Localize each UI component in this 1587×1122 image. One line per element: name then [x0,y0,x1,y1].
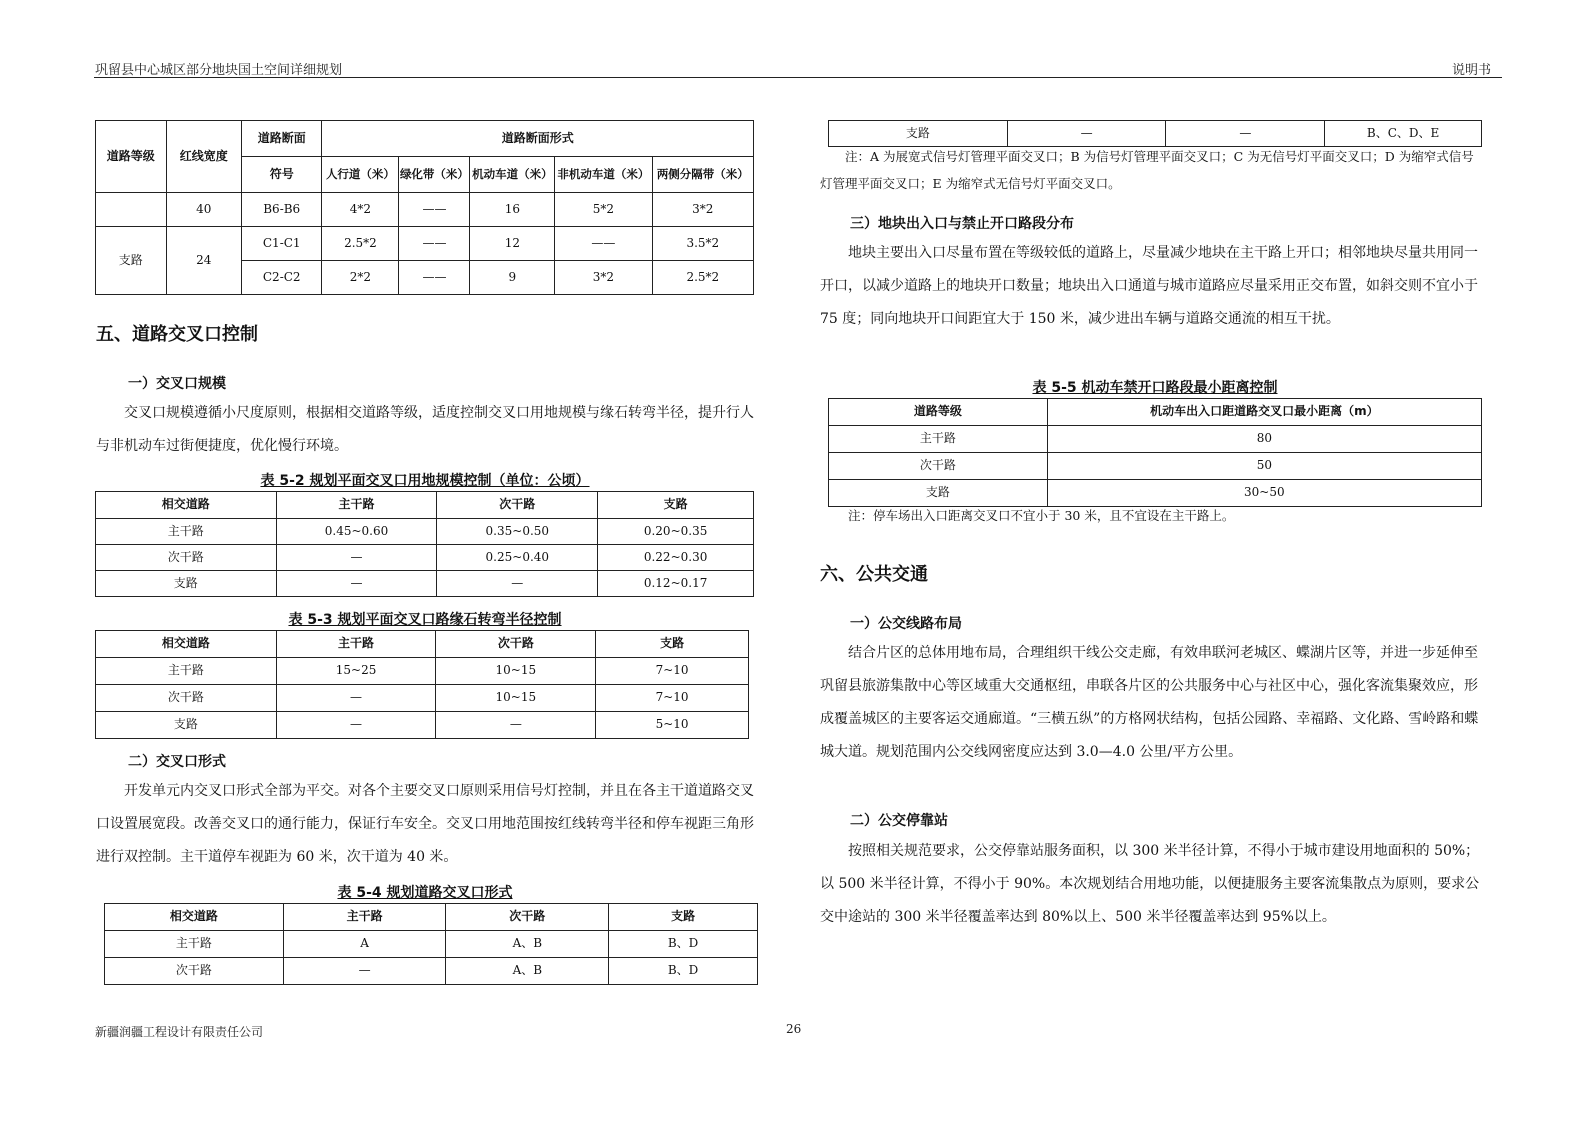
col-header: 相交道路 [96,631,277,658]
table-row [96,193,754,227]
cell: — [1007,121,1166,147]
col-header: 机动车出入口距道路交叉口最小距离（m） [1047,399,1481,426]
col-header: 次干路 [437,492,598,519]
road-cross-section-table [95,120,754,295]
cell: — [1166,121,1325,147]
table-row [829,453,1482,480]
header-rule [94,77,1502,78]
col-header: 支路 [609,904,758,931]
table-row [96,658,749,685]
cell: B、D [609,931,758,958]
table-5-2 [95,491,754,597]
cell: 次干路 [96,685,277,712]
col-header: 主干路 [283,904,446,931]
cell: 3*2 [555,261,652,295]
cell: 0.20~0.35 [598,519,754,545]
section-5-2-paragraph: 开发单元内交叉口形式全部为平交。对各个主要交叉口原则采用信号灯控制，并且在各主干道道路交叉口设置展宽段。改善交叉口的通行能力，保证行车安全。交叉口用地范围按红线转弯半径和停车视距三角形进行双控制。主干道停车视距为 60 米，次干道为 40 米。 [96,783,754,865]
table-5-2-caption: 表 5-2 规划平面交叉口用地规模控制（单位：公顷） [260,473,590,489]
cell: 0.25~0.40 [437,545,598,571]
col-header: 主干路 [276,492,437,519]
section-5-2-heading: 二）交叉口形式 [128,754,226,770]
col-header: 次干路 [446,904,609,931]
table-row [96,571,754,597]
cell: A、B [446,931,609,958]
cell: —— [399,261,470,295]
table-5-3 [95,630,749,739]
cell: 主干路 [105,931,284,958]
cell: A [283,931,446,958]
section-5-1-paragraph: 交叉口规模遵循小尺度原则，根据相交道路等级，适度控制交叉口用地规模与缘石转弯半径，提升行人与非机动车过街便捷度，优化慢行环境。 [96,405,754,454]
section-6-1-heading: 一）公交线路布局 [850,616,962,632]
table-row [96,712,749,739]
col-header-green-belt: 绿化带（米） [399,157,470,193]
col-header-section-form: 道路断面形式 [322,121,754,157]
cell: — [437,571,598,597]
cell: —— [555,227,652,261]
section-5-3-heading: 三）地块出入口与禁止开口路段分布 [850,216,1074,232]
table-row [96,227,754,261]
cell: 2*2 [322,261,399,295]
col-header-grade: 道路等级 [96,121,167,193]
cell: 5~10 [596,712,749,739]
cell: 7~10 [596,658,749,685]
table-5-5-note: 注：停车场出入口距离交叉口不宜小于 30 米，且不宜设在主干路上。 [848,508,1235,523]
cell: 次干路 [829,453,1048,480]
col-header-code: 符号 [241,157,321,193]
cell: — [276,571,437,597]
cell: — [283,958,446,985]
cell: 主干路 [96,519,277,545]
cell: 4*2 [322,193,399,227]
cell: 支路 [829,121,1008,147]
cell: 10~15 [436,658,596,685]
col-header: 道路等级 [829,399,1048,426]
cell: —— [399,227,470,261]
col-header-sidewalk: 人行道（米） [322,157,399,193]
cell: — [276,712,436,739]
cell: 次干路 [105,958,284,985]
document-header-label: 说明书 [1452,63,1492,78]
cell: 7~10 [596,685,749,712]
cell: B、C、D、E [1325,121,1482,147]
cell: C2-C2 [241,261,321,295]
cell: 3*2 [652,193,753,227]
cell: B、D [609,958,758,985]
col-header-divider: 两侧分隔带（米） [652,157,753,193]
section-6-1-paragraph: 结合片区的总体用地布局，合理组织干线公交走廊，有效串联河老城区、蝶湖片区等，并进一步延伸至巩留县旅游集散中心等区域重大交通枢纽，串联各片区的公共服务中心与社区中心，强化客流集聚效应，形成覆盖城区的主要客运交通廊道。“三横五纵”的方格网状结构，包括公园路、幸福路、文化路、雪岭路和蝶城大道。规划范围内公交线网密度应达到 3.0—4.0 公里/平方公里。 [820,645,1479,760]
cell: 10~15 [436,685,596,712]
cell: A、B [446,958,609,985]
col-header-motor-lane: 机动车道（米） [470,157,555,193]
col-header: 相交道路 [105,904,284,931]
section-5-1-heading: 一）交叉口规模 [128,376,226,392]
page-number: 26 [786,1022,802,1036]
col-header: 次干路 [436,631,596,658]
cell: 0.22~0.30 [598,545,754,571]
table-row [105,931,758,958]
cell: 支路 [96,571,277,597]
cell: — [436,712,596,739]
cell: 40 [166,193,241,227]
cell: 12 [470,227,555,261]
table-5-4-part1 [104,903,758,985]
table-5-5-caption: 表 5-5 机动车禁开口路段最小距离控制 [1032,380,1278,396]
cell: C1-C1 [241,227,321,261]
footer-company: 新疆润疆工程设计有限责任公司 [95,1025,264,1039]
col-header-section: 道路断面 [241,121,321,157]
table-row [105,958,758,985]
cell: 主干路 [96,658,277,685]
col-header: 主干路 [276,631,436,658]
cell: 主干路 [829,426,1048,453]
table-row [96,545,754,571]
cell: 80 [1047,426,1481,453]
cell [96,193,167,227]
cell: 次干路 [96,545,277,571]
cell: —— [399,193,470,227]
cell: 2.5*2 [322,227,399,261]
cell: 15~25 [276,658,436,685]
table-5-5 [828,398,1482,507]
section-5-3-paragraph: 地块主要出入口尽量布置在等级较低的道路上，尽量减少地块在主干路上开口；相邻地块尽量共用同一开口，以减少道路上的地块开口数量；地块出入口通道与城市道路应尽量采用正交布置，如斜交则不宜小于 75 度；同向地块开口间距宜大于 150 米，减少进出车辆与道路交通流的相互干扰。 [820,245,1478,327]
section-6-2-heading: 二）公交停靠站 [850,813,948,829]
col-header: 支路 [598,492,754,519]
cell: 支路 [96,712,277,739]
cell: — [276,545,437,571]
table-row [829,426,1482,453]
cell: 支路 [96,227,167,295]
col-header-red-line: 红线宽度 [166,121,241,193]
col-header-nonmotor-lane: 非机动车道（米） [555,157,652,193]
cell: 16 [470,193,555,227]
table-row [96,519,754,545]
cell: — [276,685,436,712]
cell: 0.35~0.50 [437,519,598,545]
section-6-2-paragraph: 按照相关规范要求，公交停靠站服务面积，以 300 米半径计算，不得小于城市建设用地面积的 50%；以 500 米半径计算，不得小于 90%。本次规划结合用地功能，以便捷服务主要客流集散点为原则，要求公交中途站的 300 米半径覆盖率达到 80%以上、500 米半径覆盖率达到 95%以上。 [820,843,1480,925]
table-5-3-caption: 表 5-3 规划平面交叉口路缘石转弯半径控制 [288,612,562,628]
col-header: 相交道路 [96,492,277,519]
cell: B6-B6 [241,193,321,227]
cell: 0.45~0.60 [276,519,437,545]
table-5-4-caption: 表 5-4 规划道路交叉口形式 [337,885,513,901]
cell: 5*2 [555,193,652,227]
cell: 9 [470,261,555,295]
section-6-heading: 六、公共交通 [820,564,928,585]
section-5-heading: 五、道路交叉口控制 [96,324,258,345]
cell: 2.5*2 [652,261,753,295]
cell: 3.5*2 [652,227,753,261]
cell: 0.12~0.17 [598,571,754,597]
cell: 24 [166,227,241,295]
cell: 30~50 [1047,480,1481,507]
table-row [96,685,749,712]
table-5-4-note: 注：A 为展宽式信号灯管理平面交叉口；B 为信号灯管理平面交叉口；C 为无信号灯平面交叉口；D 为缩窄式信号灯管理平面交叉口；E 为缩窄式无信号灯平面交叉口。 [820,149,1474,191]
document-header-title: 巩留县中心城区部分地块国土空间详细规划 [95,63,343,78]
col-header: 支路 [596,631,749,658]
cell: 支路 [829,480,1048,507]
cell: 50 [1047,453,1481,480]
